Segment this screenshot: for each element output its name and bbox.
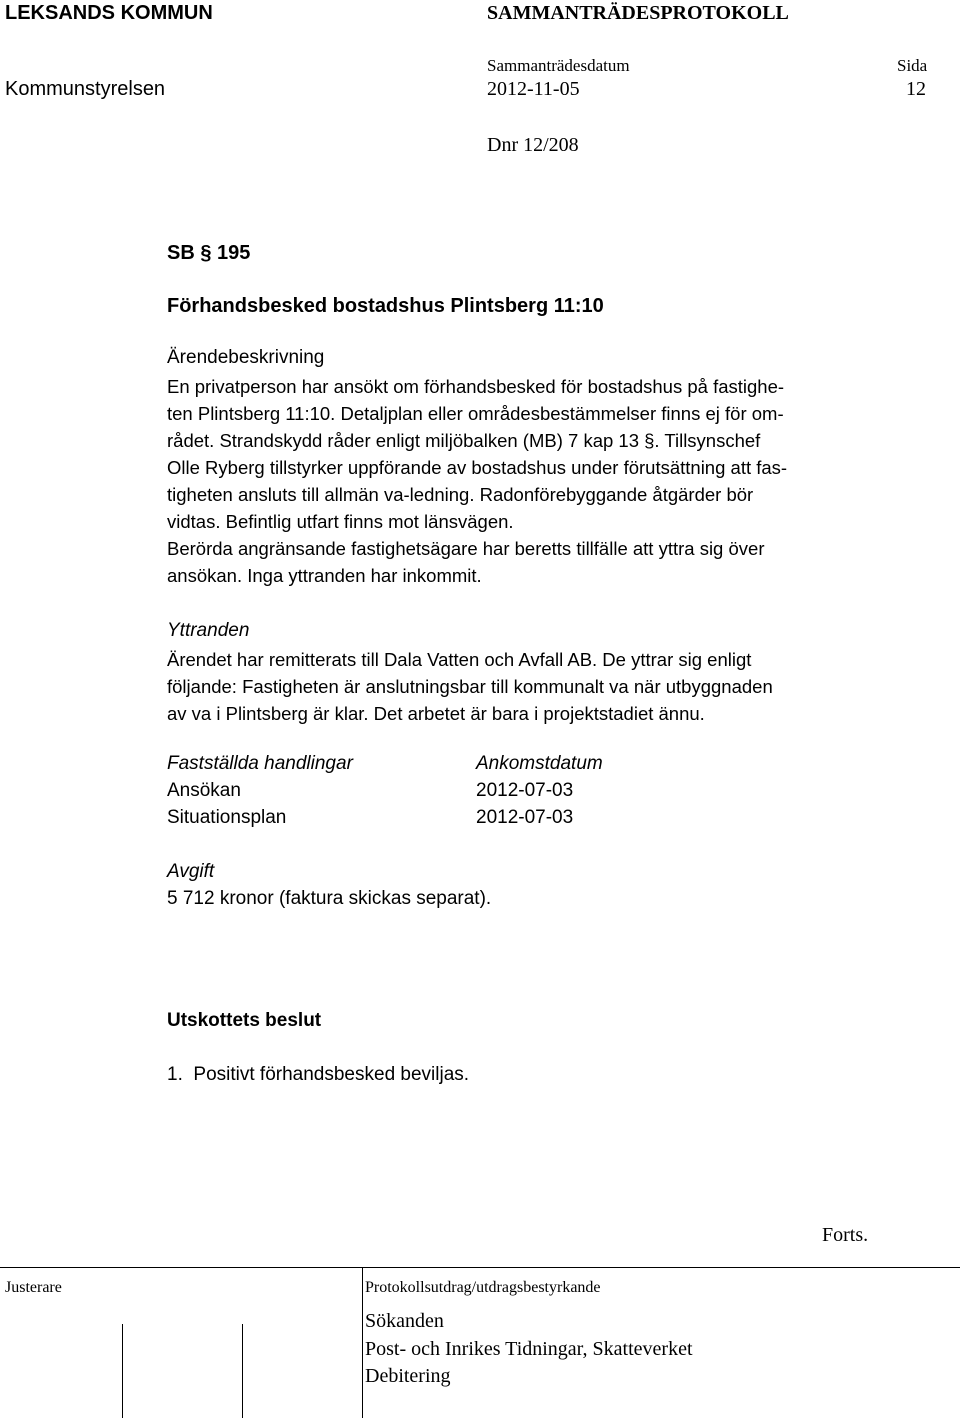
recipient: Post- och Inrikes Tidningar, Skatteverket: [365, 1338, 693, 1360]
footer-divider: [0, 1267, 960, 1268]
text-line: Berörda angränsande fastighetsägare har beretts tillfälle att yttra sig över: [167, 538, 765, 559]
handlingar-heading: Fastställda handlingar: [167, 753, 353, 774]
meeting-date: 2012-11-05: [487, 78, 580, 100]
text-line: Olle Ryberg tillstyrker uppförande av bostadshus under förutsättning att fas-: [167, 457, 788, 478]
handling-date: 2012-07-03: [476, 807, 574, 828]
dnr: Dnr 12/208: [487, 134, 579, 156]
avgift-text: 5 712 kronor (faktura skickas separat).: [167, 888, 492, 909]
document-type: SAMMANTRÄDESPROTOKOLL: [487, 2, 789, 24]
handling-date: 2012-07-03: [476, 780, 574, 801]
org-name: LEKSANDS KOMMUN: [5, 2, 213, 24]
footer-column-divider: [362, 1267, 363, 1418]
section-number: SB § 195: [167, 242, 251, 264]
avgift-heading: Avgift: [167, 861, 215, 882]
ankomstdatum-heading: Ankomstdatum: [476, 753, 603, 774]
text-line: rådet. Strandskydd råder enligt miljöbalken (MB) 7 kap 13 §. Tillsynschef: [167, 430, 761, 451]
beslut-item: 1. Positivt förhandsbesked beviljas.: [167, 1064, 470, 1085]
justerare-label: Justerare: [5, 1279, 62, 1296]
recipient: Sökanden: [365, 1310, 444, 1332]
handling-name: Situationsplan: [167, 807, 287, 828]
handling-name: Ansökan: [167, 780, 241, 801]
text-line: tigheten ansluts till allmän va-ledning. Radonförebyggande åtgärder bör: [167, 484, 754, 505]
arende-text: [167, 373, 867, 589]
page-number: 12: [906, 78, 926, 100]
beslut-heading: Utskottets beslut: [167, 1010, 322, 1031]
signature-box-line: [242, 1324, 243, 1418]
arende-heading: Ärendebeskrivning: [167, 347, 325, 368]
text-line: följande: Fastigheten är anslutningsbar till kommunalt va när utbyggnaden: [167, 676, 773, 697]
section-title: Förhandsbesked bostadshus Plintsberg 11:10: [167, 295, 604, 317]
text-line: En privatperson har ansökt om förhandsbesked för bostadshus på fastighe-: [167, 376, 785, 397]
protokollsutdrag-label: Protokollsutdrag/utdragsbestyrkande: [365, 1279, 601, 1296]
signature-box-line: [122, 1324, 123, 1418]
text-line: Ärendet har remitterats till Dala Vatten och Avfall AB. De yttrar sig enligt: [167, 649, 752, 670]
text-line: vidtas. Befintlig utfart finns mot länsvägen.: [167, 511, 514, 532]
date-label: Sammanträdesdatum: [487, 56, 630, 75]
continued-marker: Forts.: [822, 1224, 869, 1246]
text-line: ten Plintsberg 11:10. Detaljplan eller områdesbestämmelser finns ej för om-: [167, 403, 784, 424]
recipient: Debitering: [365, 1365, 451, 1387]
page-label: Sida: [897, 56, 928, 75]
text-line: ansökan. Inga yttranden har inkommit.: [167, 565, 482, 586]
yttranden-heading: Yttranden: [167, 620, 250, 641]
text-line: av va i Plintsberg är klar. Det arbetet är bara i projektstadiet ännu.: [167, 703, 705, 724]
yttranden-text: [167, 646, 867, 727]
body-name: Kommunstyrelsen: [5, 78, 166, 100]
